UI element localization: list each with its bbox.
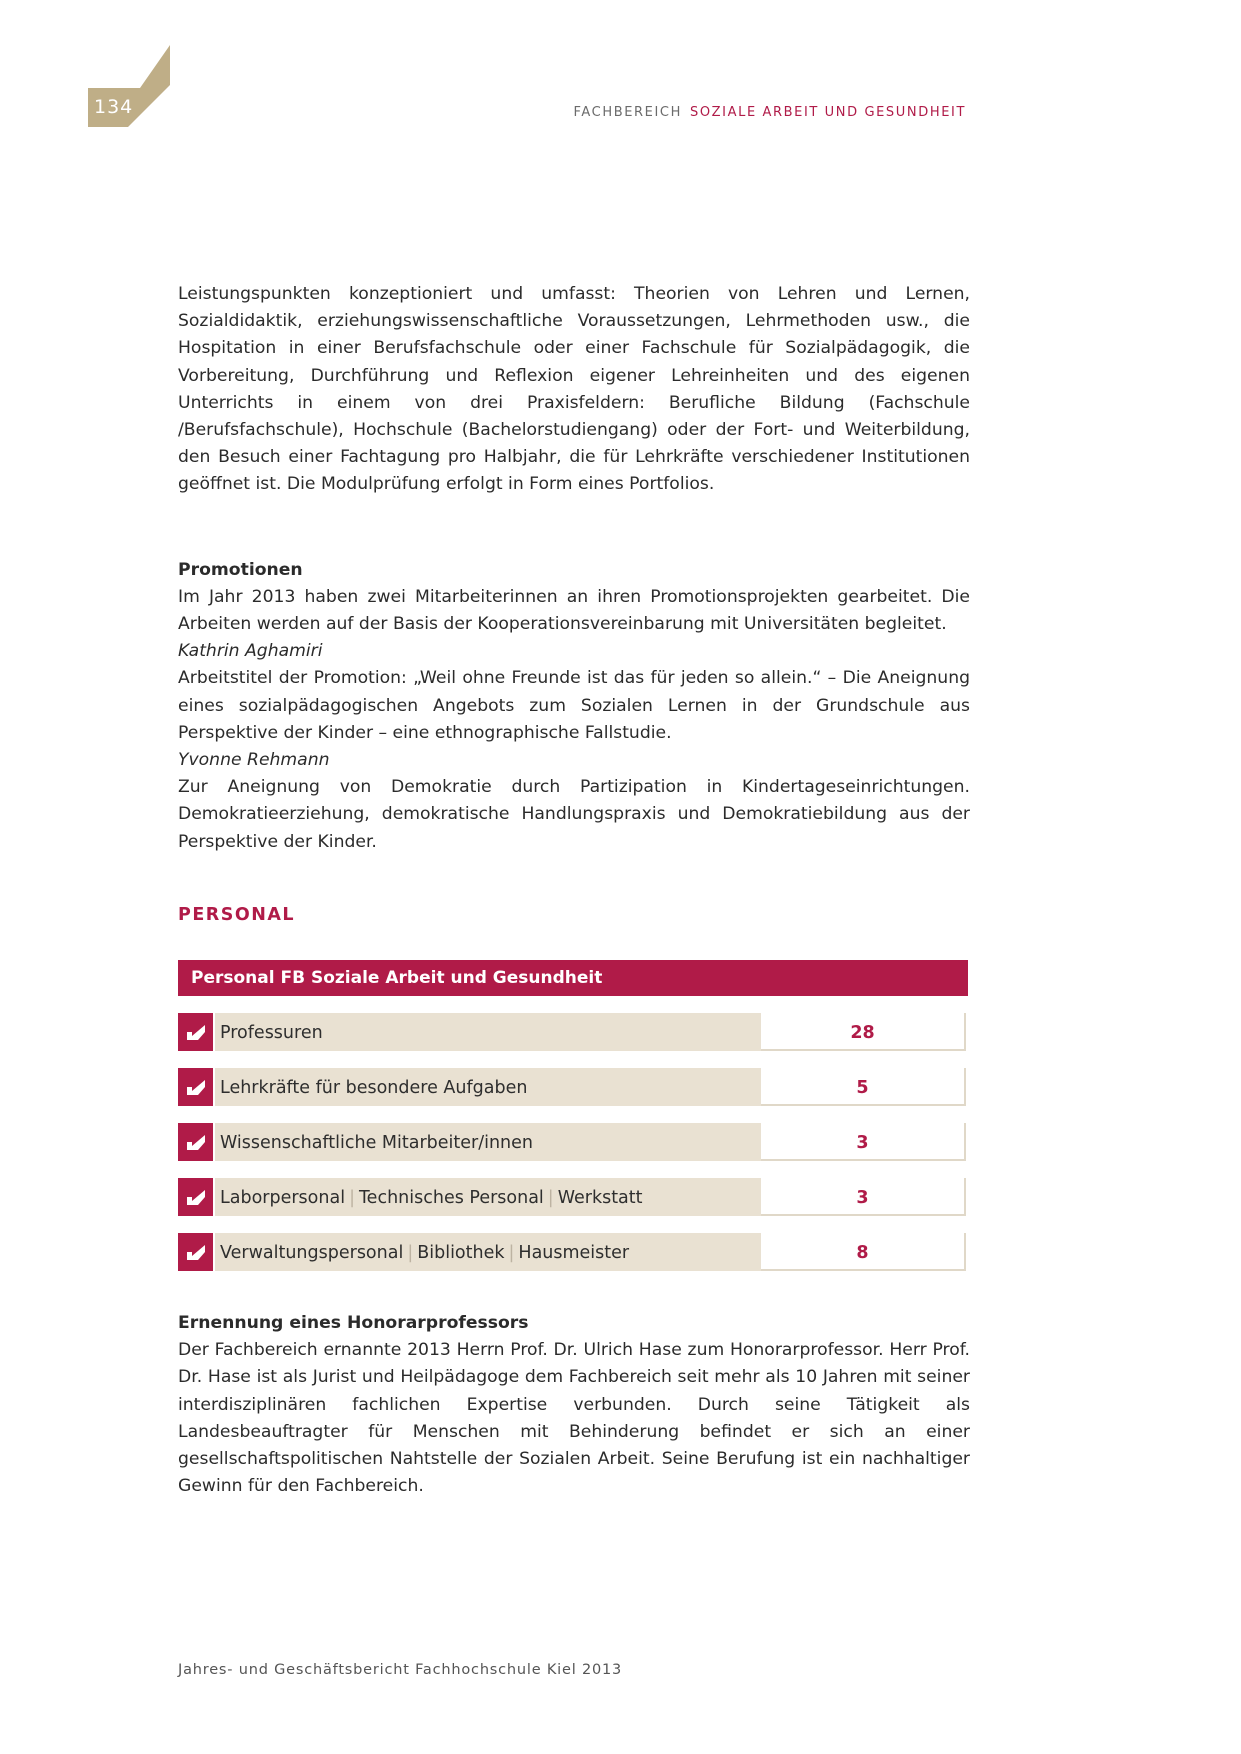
author-name: Kathrin Aghamiri [178,641,323,662]
promotionen-section [178,557,970,856]
row-label [215,1123,761,1161]
row-value: 28 [761,1013,966,1051]
checkmark-icon [178,1068,213,1106]
honorarprofessor-heading: Ernennung eines Honorarprofessors [178,1313,529,1333]
row-value: 3 [761,1123,966,1161]
row-value: 8 [761,1233,966,1271]
running-head [574,105,966,120]
page-tab-shape [0,0,180,130]
table-row [178,1233,968,1271]
staff-table [178,960,968,1271]
checkmark-icon [178,1178,213,1216]
table-title: Personal FB Soziale Arbeit und Gesundheit [178,960,968,996]
separator: | [547,1188,554,1208]
honorarprofessor-section [178,1310,970,1500]
table-row [178,1068,968,1106]
separator: | [407,1243,414,1263]
row-label [215,1233,761,1271]
table-row [178,1013,968,1051]
honorarprofessor-text: Der Fachbereich ernannte 2013 Herrn Prof. Dr. Ulrich Hase zum Honorarprofessor. Herr Prof. Dr. Hase ist als Jurist und Heilpädagoge dem Fachbereich seit mehr als 10 Jahren mit seiner interdisziplinären fachlichen Expertise verbunden. Durch seine Tätigkeit als Landesbeauftragter für Menschen mit Behinderung befindet er sich an einer gesellschaftspolitischen Nahtstelle der Sozialen Arbeit. Seine Berufung ist ein nachhaltiger Gewinn für den Fachbereich. [178,1340,970,1497]
intro-paragraph: Leistungspunkten konzeptioniert und umfasst: Theorien von Lehren und Lernen, Sozialdidaktik, erziehungswissenschaftliche Voraussetzungen, Lehrmethoden usw., die Hospitation in einer Berufsfachschule oder einer Fachschule für Sozialpädagogik, die Vorbereitung, Durchführung und Reflexion eigener Lehreinheiten und des eigenen Unterrichts in einem von drei Praxisfeldern: Berufliche Bildung (Fachschule /Berufsfachschule), Hochschule (Bachelorstudiengang) oder der Fort- und Weiterbildung, den Besuch einer Fachtagung pro Halbjahr, die für Lehrkräfte verschiedener Institutionen geöffnet ist. Die Modulprüfung erfolgt in Form eines Portfolios. [178,284,970,495]
staff-rows [178,1013,968,1271]
checkmark-icon [178,1123,213,1161]
row-label-part: Hausmeister [518,1243,630,1263]
table-row [178,1178,968,1216]
running-head-label: FACHBEREICH [573,105,682,120]
row-label-part: Professuren [220,1023,323,1043]
row-value: 5 [761,1068,966,1106]
row-label-part: Laborpersonal [220,1188,346,1208]
row-label-part: Werkstatt [557,1188,643,1208]
dissertation-text: Zur Aneignung von Demokratie durch Partizipation in Kindertageseinrichtungen. Demokratieerziehung, demokratische Handlungspraxis und Demokratiebildung aus der Perspektive der Kinder. [178,777,970,852]
row-label-part: Verwaltungspersonal [220,1243,404,1263]
row-label [215,1068,761,1106]
row-label [215,1178,761,1216]
promotionen-heading: Promotionen [178,559,303,580]
separator: | [349,1188,355,1208]
separator: | [508,1243,515,1263]
checkmark-icon [178,1013,213,1051]
page-number: 134 [94,96,134,118]
dissertation-text: Arbeitstitel der Promotion: „Weil ohne Freunde ist das für jeden so allein.“ – Die Aneignung eines sozialpädagogischen Angebots zum Sozialen Lernen in der Grundschule aus Perspektive der Kinder – eine ethnographische Fallstudie. [178,668,970,743]
row-label [215,1013,761,1051]
row-label-part: Wissenschaftliche Mitarbeiter/innen [220,1133,534,1153]
row-label-part: Technisches Personal [358,1188,544,1208]
row-label-part: Lehrkräfte für besondere Aufgaben [220,1078,528,1098]
checkmark-icon [178,1233,213,1271]
running-head-section: SOZIALE ARBEIT UND GESUNDHEIT [689,105,966,120]
main-content [178,281,970,856]
page-footer: Jahres- und Geschäftsbericht Fachhochschule Kiel 2013 [178,1662,623,1678]
table-row [178,1123,968,1161]
promotionen-text: Im Jahr 2013 haben zwei Mitarbeiterinnen an ihren Promotionsprojekten gearbeitet. Die Arbeiten werden auf der Basis der Kooperationsvereinbarung mit Universitäten begleitet. [178,586,970,635]
personal-heading: PERSONAL [178,905,296,925]
row-label-part: Bibliothek [417,1243,505,1263]
row-value: 3 [761,1178,966,1216]
author-name: Yvonne Rehmann [178,750,330,771]
